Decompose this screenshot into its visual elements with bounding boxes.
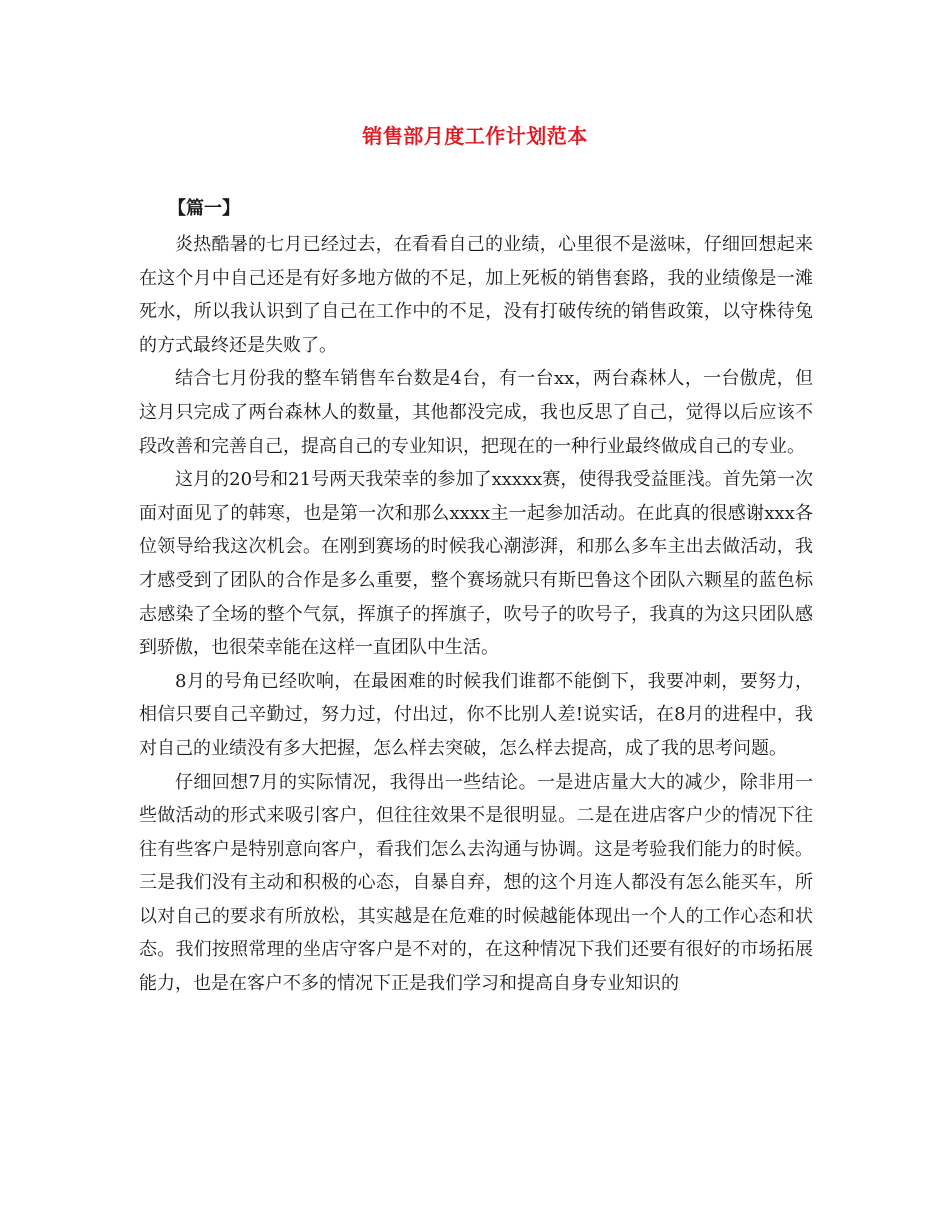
paragraph-2: 结合七月份我的整车销售车台数是4台，有一台xx，两台森林人，一台傲虎，但这月只完成了两台森林人的数量，其他都没完成，我也反思了自己，觉得以后应该不段改善和完善自己，提高自己的专业知识，把现在的一种行业最终做成自己的专业。 bbox=[139, 368, 813, 457]
paragraph-5: 仔细回想7月的实际情况，我得出一些结论。一是进店量大大的减少，除非用一些做活动的形式来吸引客户，但往往效果不是很明显。二是在进店客户少的情况下往往有些客户是特别意向客户，看我们怎么去沟通与协调。这是考验我们能力的时候。三是我们没有主动和积极的心态，自暴自弃，想的这个月连人都没有怎么能买车，所以对自己的要求有所放松，其实越是在危难的时候越能体现出一个人的工作心态和状态。我们按照常理的坐店守客户是不对的，在这种情况下我们还要有很好的市场拓展能力，也是在客户不多的情况下正是我们学习和提高自身专业知识的 bbox=[139, 771, 813, 995]
paragraph-3: 这月的20号和21号两天我荣幸的参加了xxxxx赛，使得我受益匪浅。首先第一次面对面见了的韩寒，也是第一次和那么xxxx主一起参加活动。在此真的很感谢xxx各位领导给我这次机会。在刚到赛场的时候我心潮澎湃，和那么多车主出去做活动，我才感受到了团队的合作是多么重要，整个赛场就只有斯巴鲁这个团队六颗星的蓝色标志感染了全场的整个气氛，挥旗子的挥旗子，吹号子的吹号子，我真的为这只团队感到骄傲，也很荣幸能在这样一直团队中生活。 bbox=[139, 469, 813, 659]
paragraph-4: 8月的号角已经吹响，在最困难的时候我们谁都不能倒下，我要冲刺，要努力，相信只要自己辛勤过，努力过，付出过，你不比别人差!说实话，在8月的进程中，我对自己的业绩没有多大把握，怎么样去突破，怎么样去提高，成了我的思考问题。 bbox=[139, 670, 813, 759]
paragraph-1: 炎热酷暑的七月已经过去，在看看自己的业绩，心里很不是滋味，仔细回想起来在这个月中自己还是有好多地方做的不足，加上死板的销售套路，我的业绩像是一滩死水，所以我认识到了自己在工作中的不足，没有打破传统的销售政策，以守株待兔的方式最终还是失败了。 bbox=[139, 234, 813, 356]
section-label: 【篇一】 bbox=[168, 198, 240, 219]
document-body bbox=[139, 228, 813, 1001]
document-title: 销售部月度工作计划范本 bbox=[362, 124, 588, 148]
